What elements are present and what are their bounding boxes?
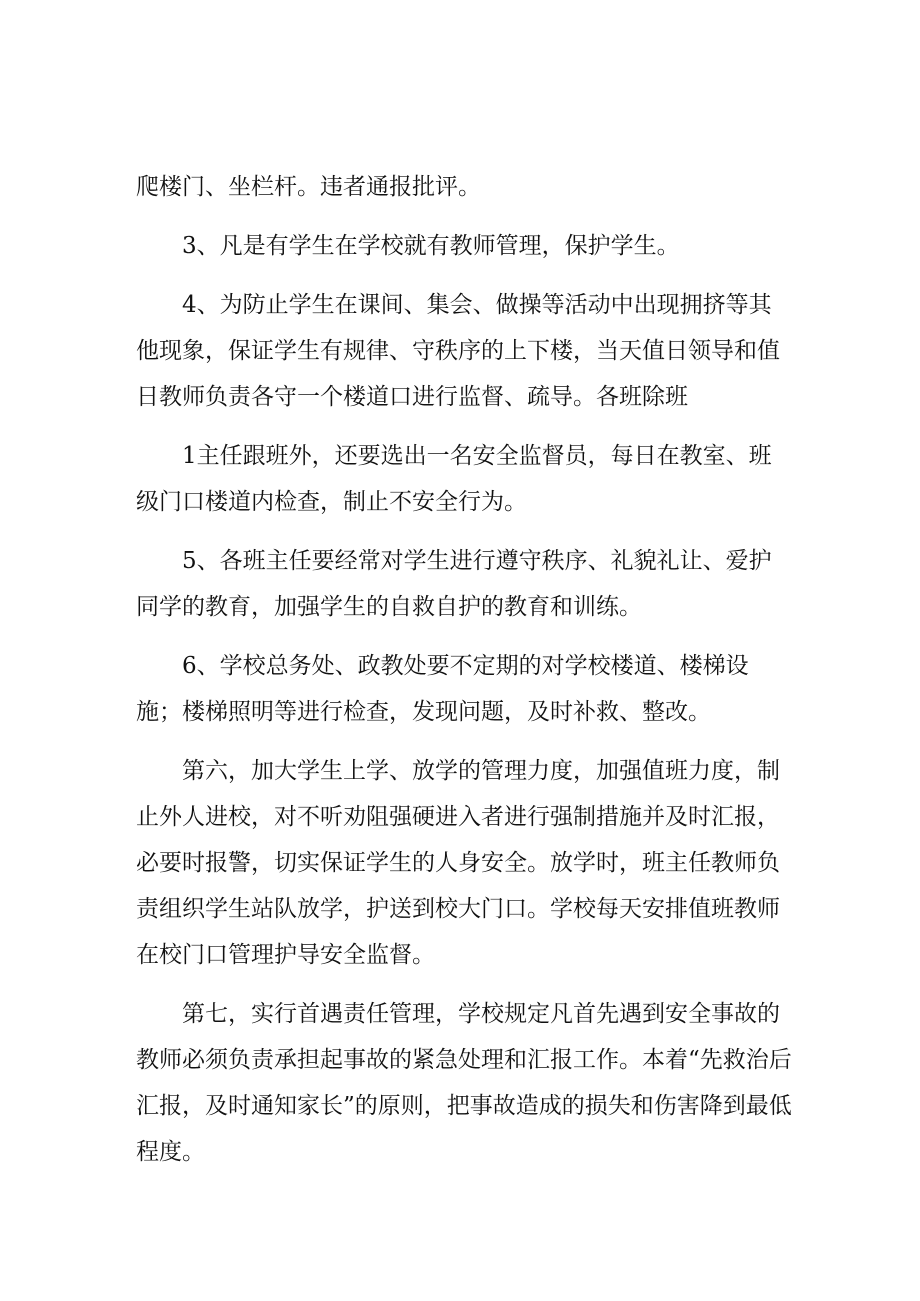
document-body xyxy=(136,164,796,1188)
text-line: 5、各班主任要经常对学生进行遵守秩序、礼貌礼让、爱护 xyxy=(182,548,772,574)
paragraph-item-5 xyxy=(136,538,796,630)
text-line: 级门口楼道内检查，制止不安全行为。 xyxy=(136,489,527,515)
paragraph-section-7 xyxy=(136,991,796,1175)
text-line: 教师必须负责承担起事故的紧急处理和汇报工作。本着“先救治后 xyxy=(136,1047,792,1073)
text-line: 止外人进校，对不听劝阻强硬进入者进行强制措施并及时汇报， xyxy=(136,804,780,830)
text-line: 日教师负责各守一个楼道口进行监督、疏导。各班除班 xyxy=(136,384,688,410)
text-line: 1主任跟班外，还要选出一名安全监督员，每日在教室、班 xyxy=(182,443,772,469)
paragraph-item-4 xyxy=(136,282,796,420)
text-line: 3、凡是有学生在学校就有教师管理，保护学生。 xyxy=(182,233,680,259)
text-line: 6、学校总务处、政教处要不定期的对学校楼道、楼梯设 xyxy=(182,653,749,679)
paragraph-continuation xyxy=(136,164,796,210)
text-line: 第六，加大学生上学、放学的管理力度，加强值班力度，制 xyxy=(182,758,780,784)
text-line: 汇报，及时通知家长”的原则，把事故造成的损失和伤害降到最低 xyxy=(136,1093,792,1119)
paragraph-section-6 xyxy=(136,748,796,978)
text-line: 爬楼门、坐栏杆。违者通报批评。 xyxy=(136,174,481,200)
text-line: 第七，实行首遇责任管理，学校规定凡首先遇到安全事故的 xyxy=(182,1001,780,1027)
paragraph-item-6 xyxy=(136,643,796,735)
text-line: 4、为防止学生在课间、集会、做操等活动中出现拥挤等其 xyxy=(182,292,772,318)
text-line: 他现象，保证学生有规律、守秩序的上下楼，当天值日领导和值 xyxy=(136,338,780,364)
text-line: 在校门口管理护导安全监督。 xyxy=(136,942,435,968)
text-line: 程度。 xyxy=(136,1139,205,1165)
text-line: 责组织学生站队放学，护送到校大门口。学校每天安排值班教师 xyxy=(136,896,780,922)
text-line: 同学的教育，加强学生的自救自护的教育和训练。 xyxy=(136,594,642,620)
paragraph-item-4-cont xyxy=(136,433,796,525)
text-line: 必要时报警，切实保证学生的人身安全。放学时，班主任教师负 xyxy=(136,850,780,876)
paragraph-item-3 xyxy=(136,223,796,269)
text-line: 施；楼梯照明等进行检查，发现问题，及时补救、整改。 xyxy=(136,699,711,725)
